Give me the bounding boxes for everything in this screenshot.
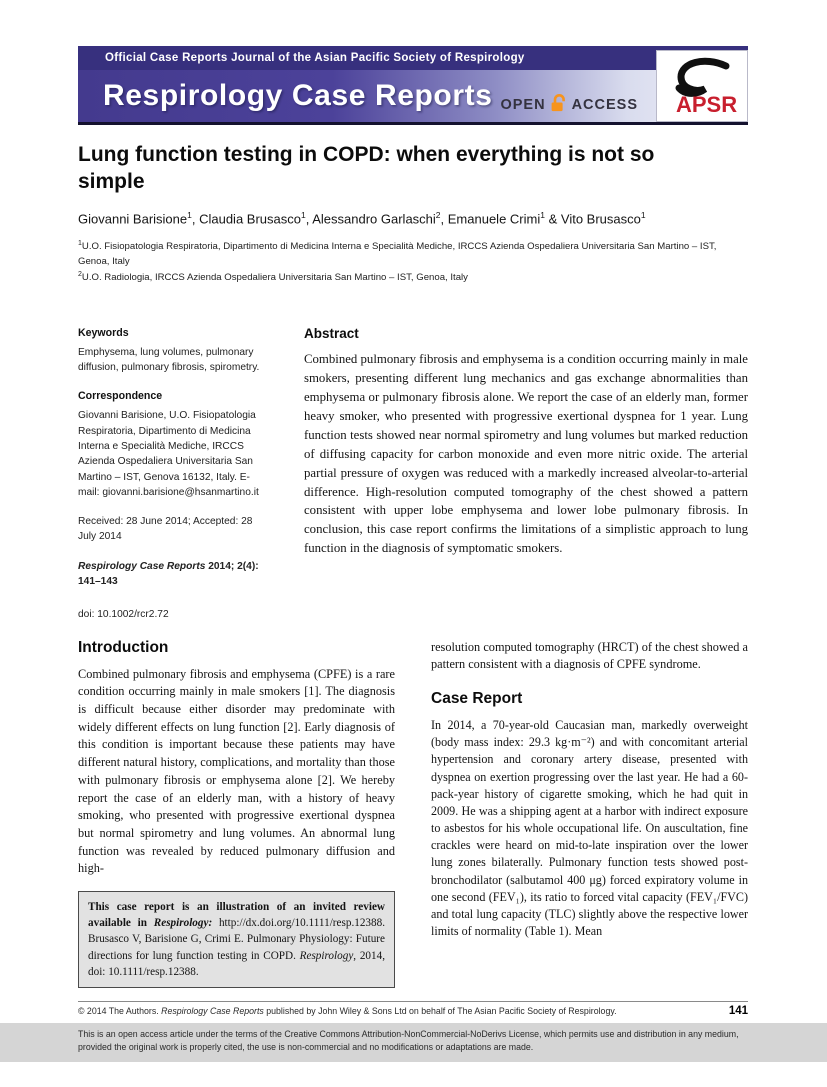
- note-doi-link[interactable]: http://dx.doi.org/10.1111/resp.12388.: [212, 917, 386, 930]
- abstract-text: Combined pulmonary fibrosis and emphysema is a condition occurring mainly in male smokers, presenting different lung mechanics and gas exchange abnormalities than emphysema or pulmonary fibrosis alone. We report the case of an elderly man, former heavy smoker, who presented with progressive exertional dyspnea for 1 year. Lung function tests showed near normal spirometry and lung volumes but marked reduction of diffusing capacity for carbon monoxide and even more nitric oxide. The arterial partial pressure of oxygen was reduced with a markedly increased alveolar-to-arterial difference. High-resolution computed tomography of the chest showed a pattern consistent with upper lobe emphysema and lower lobe pulmonary fibrosis. In conclusion, this case report confirms the limitations of a simplistic approach to lung function in the diagnosis of symptomatic smokers.: [304, 351, 748, 556]
- page-number: 141: [728, 1005, 748, 1018]
- abstract-section: [304, 326, 748, 623]
- open-access-open-label: OPEN: [500, 97, 546, 113]
- correspondence-text: [78, 408, 260, 500]
- affiliation-sup: 2: [78, 270, 82, 278]
- correspondence-block: [78, 389, 260, 500]
- correspondence-address: Giovanni Barisione, U.O. Fisiopatologia Respiratoria, Dipartimento di Medicina Interna e Specialità Mediche, IRCCS Azienda Ospedaliera Universitaria San Martino – IST, Genova 16132, Italy. E-mail:: [78, 410, 256, 498]
- case-report-text: In 2014, a 70-year-old Caucasian man, markedly overweight (body mass index: 29.3 kg·m⁻²) and with concomitant arterial hypertension and coronary artery disease, presented with dyspnea on exertion progressing over the last year. He had a 60-pack-year history of cigarette smoking, which he had quit in 2009. He was a shipping agent at a harbor with indirect exposure to asbestos for his whole occupational life. On auscultation, fine crackles were heard on mid-to-late inspiration over the lower lung zones bilaterally. Pulmonary function tests showed post-bronchodilator (salbutamol 400 μg) forced expiratory volume in one second (FEV₁), its ratio to forced vital capacity (FEV₁/FVC) and total lung capacity (TLC) slightly above the respective lower limits of normality (Table 1). Mean: [431, 717, 748, 939]
- citation-journal: Respirology Case Reports: [78, 560, 206, 572]
- copyright-pre: © 2014 The Authors.: [78, 1006, 162, 1017]
- affiliation: [78, 270, 733, 286]
- journal-page: [78, 0, 748, 988]
- affiliation-text: U.O. Fisiopatologia Respiratoria, Dipartimento di Medicina Interna e Specialità Mediche, IRCCS Azienda Ospedaliera Universitaria San Martino – IST, Genoa, Italy: [78, 241, 717, 268]
- apsr-swoosh-icon: [662, 55, 742, 117]
- affiliation-text: U.O. Radiologia, IRCCS Azienda Ospedaliera Universitaria San Martino – IST, Genoa, Italy: [81, 272, 468, 284]
- keywords-heading: Keywords: [78, 326, 129, 339]
- author-separator: ,: [440, 210, 448, 226]
- correspondence-heading: Correspondence: [78, 390, 163, 403]
- introduction-text: Combined pulmonary fibrosis and emphysema (CPFE) is a rare condition occurring mainly in male smokers [1]. The diagnosis is difficult because either disorder may predominate with widely different effects on lung function [2]. Early diagnosis of this condition is important because these patients may have different natural history, complications, and mortality than those with pulmonary fibrosis or emphysema alone [2]. We hereby report the case of an elderly man, with a history of heavy smoking, who presented with progressive exertional dyspnea but normal spirometry and lung volumes. An abnormal lung function was revealed by reduced pulmonary diffusion and high-: [78, 666, 395, 876]
- page-footer: [0, 1001, 827, 1087]
- note-lead: This case report is an illustration of an invited review available in: [88, 901, 385, 930]
- keywords-block: [78, 326, 260, 375]
- left-column: [78, 639, 395, 989]
- open-access-logo: [500, 94, 638, 113]
- banner-tagline: Official Case Reports Journal of the Asian Pacific Society of Respirology: [78, 46, 748, 70]
- received-accepted-text: Received: 28 June 2014; Accepted: 28 July 2014: [78, 516, 253, 543]
- author-affil-sup: 1: [640, 209, 646, 220]
- author-separator: ,: [191, 210, 200, 226]
- citation-volume-pages: 2014; 2(4): 141–143: [78, 560, 259, 587]
- author: Alessandro Garlaschi: [312, 210, 436, 226]
- doi-text: doi: 10.1002/rcr2.72: [78, 609, 169, 621]
- copyright-text: [78, 1005, 617, 1017]
- apsr-text: APSR: [676, 92, 738, 117]
- abstract-row: [78, 326, 748, 623]
- article-title: Lung function testing in COPD: when everything is not so simple: [78, 143, 655, 194]
- introduction-heading: Introduction: [78, 638, 169, 656]
- keywords-text: Emphysema, lung volumes, pulmonary diffusion, pulmonary fibrosis, spirometry.: [78, 346, 260, 374]
- banner-main: [78, 70, 748, 122]
- citation-text: [78, 559, 260, 590]
- journal-title: Respirology Case Reports: [103, 79, 493, 112]
- open-access-access-label: ACCESS: [571, 97, 638, 113]
- author-separator: &: [544, 210, 561, 226]
- apsr-logo: [656, 50, 748, 122]
- case-report-heading: Case Report: [431, 689, 523, 707]
- note-journal-italic: Respirology: [299, 949, 354, 962]
- author-affil-sup: 1: [187, 209, 192, 220]
- copyright-journal: Respirology Case Reports: [161, 1006, 264, 1017]
- article-body: [78, 639, 748, 989]
- dates-block: [78, 514, 260, 545]
- journal-banner: [78, 46, 748, 125]
- affiliation-list: [78, 239, 733, 286]
- copyright-row: [78, 1005, 748, 1018]
- author-affil-sup: 2: [435, 209, 441, 220]
- author-separator: ,: [305, 210, 313, 226]
- affiliation: [78, 239, 733, 270]
- author: Emanuele Crimi: [447, 210, 541, 226]
- license-band: [0, 1023, 827, 1062]
- author: Giovanni Barisione: [78, 210, 188, 226]
- right-column: [431, 639, 748, 989]
- footer-bottom-space: [0, 1062, 827, 1087]
- author: Claudia Brusasco: [199, 210, 301, 226]
- open-lock-icon: [548, 94, 570, 113]
- article-meta-column: [78, 326, 260, 623]
- note-citation: Brusasco V, Barisione G, Crimi E. Pulmonary Physiology: Future directions for lung function testing in COPD.: [88, 933, 385, 962]
- affiliation-sup: 1: [78, 239, 82, 247]
- introduction-continuation-text: resolution computed tomography (HRCT) of the chest showed a pattern consistent with a diagnosis of CPFE syndrome.: [431, 639, 748, 672]
- citation-block: [78, 559, 260, 590]
- author: Vito Brusasco: [560, 210, 641, 226]
- note-journal: Respirology:: [153, 917, 213, 930]
- note-tail: , 2014, doi: 10.1111/resp.12388.: [88, 949, 385, 978]
- license-text: This is an open access article under the terms of the Creative Commons Attribution-NonCommercial-NoDerivs License, which permits use and distribution in any medium, provided the original work is properly cited, the use is non-commercial and no modifications or adaptations are made.: [78, 1028, 739, 1053]
- footer-rule: [78, 1001, 748, 1002]
- invited-review-note-box: [78, 891, 395, 988]
- author-affil-sup: 1: [540, 209, 545, 220]
- abstract-heading: Abstract: [304, 325, 359, 341]
- copyright-post: published by John Wiley & Sons Ltd on behalf of The Asian Pacific Society of Respirology.: [263, 1006, 617, 1017]
- author-list: [78, 210, 748, 226]
- author-affil-sup: 1: [300, 209, 306, 220]
- correspondence-email-link[interactable]: giovanni.barisione@hsanmartino.it: [102, 486, 259, 498]
